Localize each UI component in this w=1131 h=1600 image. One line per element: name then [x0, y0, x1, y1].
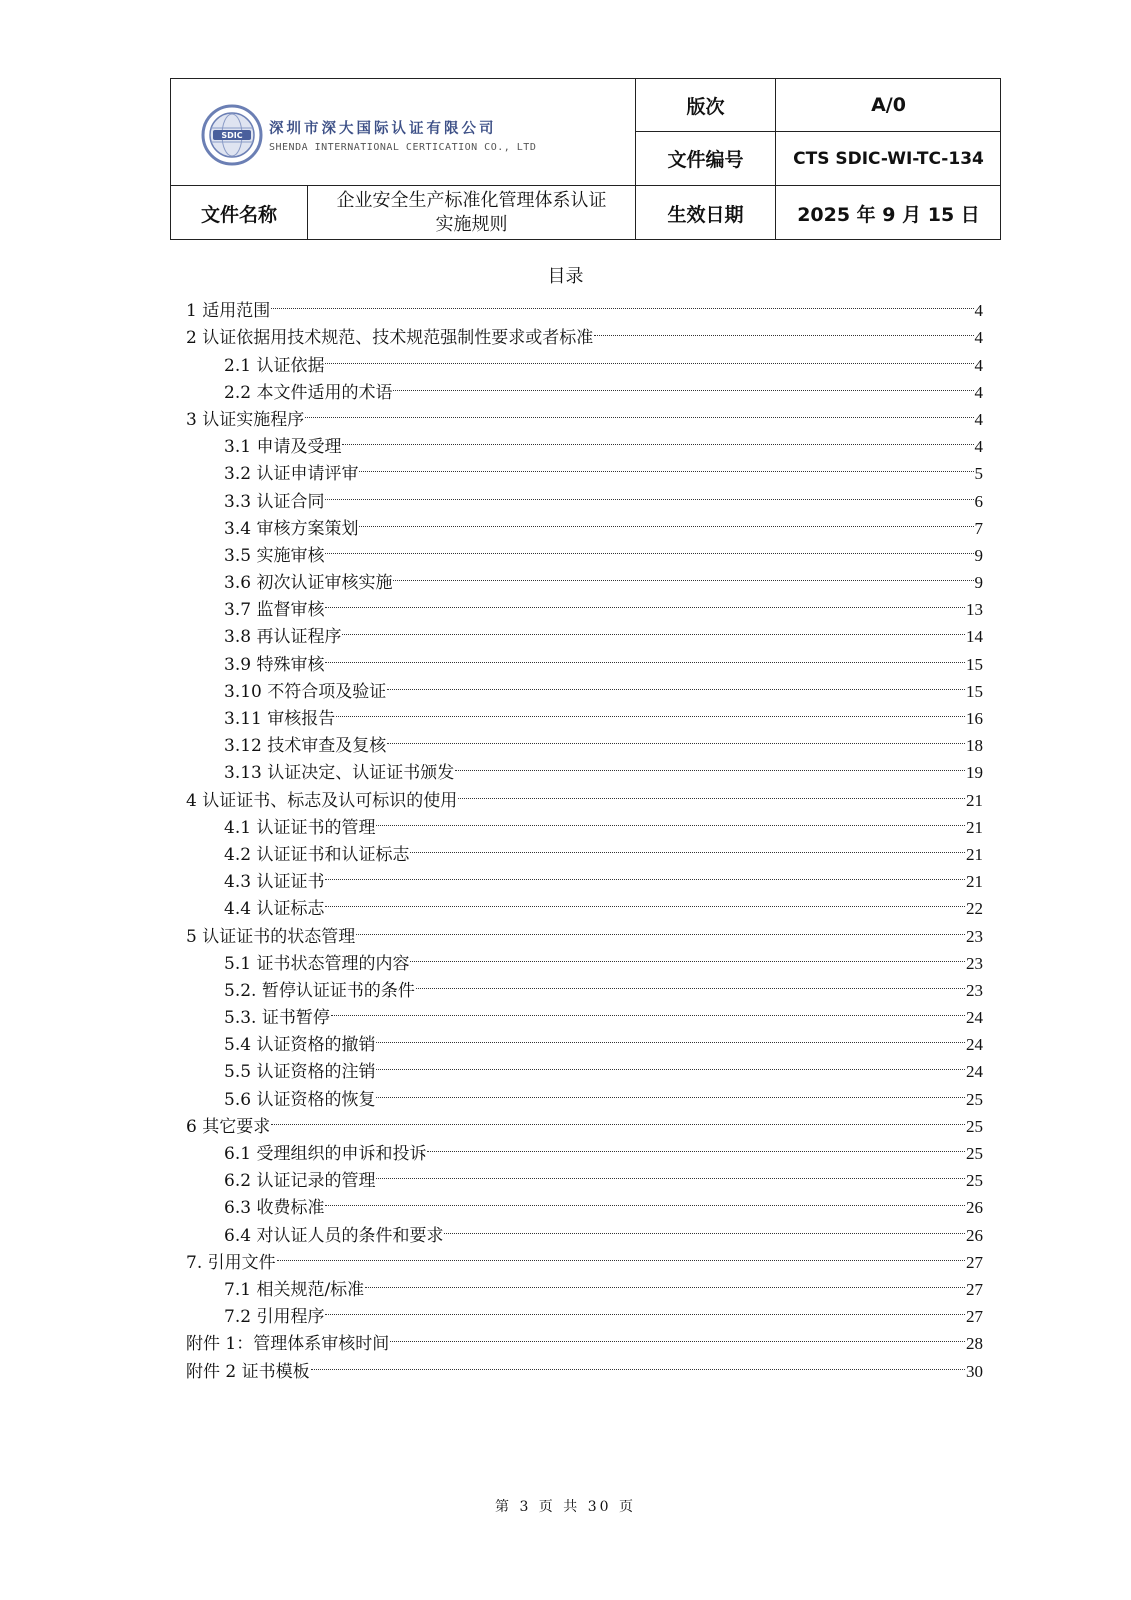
toc-entry-label: 3.4 审核方案策划	[224, 518, 359, 539]
toc-entry-label: 5.6 认证资格的恢复	[224, 1089, 376, 1110]
toc-entry[interactable]	[186, 398, 983, 430]
toc-entry-label: 3.13 认证决定、认证证书颁发	[224, 763, 455, 784]
toc-entry-label: 3.12 技术审查及复核	[224, 736, 387, 757]
toc-entry-label: 3.2 认证申请评审	[224, 464, 359, 485]
toc-entry-label: 5.4 认证资格的撤销	[224, 1035, 376, 1056]
toc-leader-dots	[359, 507, 973, 534]
version-label: 版次	[686, 95, 725, 118]
effective-date-label: 生效日期	[667, 203, 744, 226]
toc-entry-page: 27	[966, 1252, 983, 1272]
toc-entry-label: 6.4 对认证人员的条件和要求	[224, 1225, 444, 1246]
toc-entry-label: 3.8 再认证程序	[224, 627, 342, 648]
toc-entry-label: 6.2 认证记录的管理	[224, 1171, 376, 1192]
toc-entry-label: 3.5 实施审核	[224, 545, 325, 566]
toc-leader-dots	[325, 588, 965, 615]
toc-entry-page: 26	[966, 1198, 983, 1218]
toc-leader-dots	[444, 1213, 965, 1240]
toc-entry-label: 6.3 收费标准	[224, 1198, 325, 1219]
toc-entry-page: 21	[966, 872, 983, 892]
toc-entry-label: 7.1 相关规范/标准	[224, 1279, 365, 1300]
doc-number-value: CTS SDIC-WI-TC-134	[793, 148, 984, 169]
toc-entry-label: 5.1 证书状态管理的内容	[224, 953, 410, 974]
toc-entry-page: 25	[966, 1171, 983, 1191]
toc-leader-dots	[393, 561, 973, 588]
toc-entry-label: 4 认证证书、标志及认可标识的使用	[186, 790, 458, 811]
toc-entry-label: 附件 2 证书模板	[186, 1361, 310, 1382]
toc-entry-label: 6.1 受理组织的申诉和投诉	[224, 1144, 427, 1164]
doc-name-label: 文件名称	[200, 203, 277, 226]
toc-leader-dots	[410, 833, 965, 860]
toc-entry-page: 24	[966, 1035, 983, 1055]
toc-leader-dots	[393, 371, 973, 398]
toc-entry-page: 28	[966, 1334, 983, 1354]
toc-leader-dots	[325, 343, 973, 370]
toc-entry-page: 4	[974, 328, 983, 348]
company-logo	[201, 103, 601, 167]
toc-leader-dots	[427, 1132, 965, 1159]
toc-entry-label: 2.2 本文件适用的术语	[224, 382, 393, 403]
toc-entry[interactable]	[186, 425, 983, 458]
toc-leader-dots	[325, 887, 965, 914]
toc-leader-dots	[342, 615, 965, 642]
toc-entry-page: 24	[966, 1062, 983, 1082]
toc-leader-dots	[325, 642, 965, 669]
toc-entry-label: 4.3 认证证书	[224, 872, 325, 893]
toc-entry-page: 4	[974, 355, 983, 375]
toc-entry-label: 3.11 审核报告	[224, 709, 336, 729]
toc-leader-dots	[376, 1023, 965, 1050]
toc-leader-dots	[331, 996, 965, 1023]
document-header-table	[170, 78, 1001, 240]
toc-entry-label: 3.1 申请及受理	[224, 437, 342, 458]
toc-title: 目录	[547, 266, 584, 287]
toc-leader-dots	[376, 806, 965, 833]
toc-leader-dots	[455, 751, 965, 778]
toc-entry-page: 21	[966, 790, 983, 810]
toc-leader-dots	[365, 1268, 965, 1295]
toc-entry-page: 27	[966, 1307, 983, 1327]
toc-entry-page: 15	[966, 681, 983, 701]
toc-leader-dots	[387, 670, 965, 697]
toc-entry-page: 22	[966, 899, 983, 919]
page-number-footer: 第 3 页 共 30 页	[495, 1499, 636, 1515]
toc-leader-dots	[410, 942, 965, 969]
toc-entry-label: 6 其它要求	[186, 1116, 271, 1137]
toc-leader-dots	[390, 1322, 965, 1349]
toc-entry-label: 4.4 认证标志	[224, 899, 325, 920]
toc-leader-dots	[387, 724, 965, 751]
toc-entry-label: 5.3. 证书暂停	[224, 1008, 330, 1029]
toc-leader-dots	[325, 1295, 965, 1322]
version-value: A/0	[871, 94, 906, 116]
toc-entry-page: 24	[966, 1008, 983, 1028]
toc-entry-page: 21	[966, 817, 983, 837]
toc-leader-dots	[305, 398, 973, 425]
toc-leader-dots	[594, 316, 973, 343]
toc-entry-page: 4	[974, 301, 983, 321]
toc-entry[interactable]	[186, 1132, 983, 1164]
toc-entry-label: 3 认证实施程序	[186, 409, 305, 430]
toc-entry[interactable]	[186, 1241, 983, 1273]
toc-entry-page: 4	[974, 409, 983, 429]
toc-entry-page: 4	[974, 382, 983, 402]
company-name-en: SHENDA INTERNATIONAL CERTICATION CO., LTD	[269, 142, 537, 153]
toc-entry-page: 23	[966, 953, 983, 973]
toc-entry[interactable]	[186, 1105, 983, 1137]
table-of-contents	[186, 289, 983, 1382]
toc-leader-dots	[376, 1077, 965, 1104]
toc-leader-dots	[277, 1241, 965, 1268]
toc-entry[interactable]	[186, 289, 983, 322]
toc-entry-page: 23	[966, 926, 983, 946]
toc-entry-label: 2 认证依据用技术规范、技术规范强制性要求或者标准	[186, 328, 594, 349]
toc-entry-page: 9	[974, 573, 983, 593]
toc-leader-dots	[325, 860, 965, 887]
toc-entry-label: 3.9 特殊审核	[224, 654, 325, 675]
toc-leader-dots	[271, 1105, 965, 1132]
toc-entry-page: 27	[966, 1279, 983, 1299]
toc-leader-dots	[356, 914, 965, 941]
toc-leader-dots	[342, 425, 973, 452]
toc-leader-dots	[376, 1050, 965, 1077]
toc-leader-dots	[311, 1349, 965, 1376]
toc-entry-label: 5 认证证书的状态管理	[186, 926, 356, 947]
toc-entry-page: 25	[966, 1089, 983, 1109]
toc-entry[interactable]	[186, 316, 983, 349]
toc-entry-page: 25	[966, 1116, 983, 1136]
toc-entry-page: 18	[966, 736, 983, 756]
toc-leader-dots	[359, 452, 973, 479]
toc-entry[interactable]	[186, 1268, 983, 1300]
toc-entry-label: 附件 1：管理体系审核时间	[186, 1334, 390, 1355]
toc-entry-page: 4	[974, 437, 983, 457]
toc-entry-page: 5	[974, 464, 983, 484]
toc-entry-label: 7. 引用文件	[186, 1252, 276, 1273]
toc-leader-dots	[271, 289, 973, 316]
toc-entry-page: 26	[966, 1225, 983, 1245]
toc-entry-label: 4.2 认证证书和认证标志	[224, 844, 410, 865]
toc-entry-page: 9	[974, 545, 983, 565]
toc-entry-page: 6	[974, 491, 983, 511]
toc-entry-page: 14	[966, 627, 983, 647]
toc-entry-label: 2.1 认证依据	[224, 355, 325, 376]
toc-entry-label: 7.2 引用程序	[224, 1307, 325, 1328]
toc-entry-label: 4.1 认证证书的管理	[224, 817, 376, 838]
svg-text:SDIC: SDIC	[221, 131, 243, 140]
toc-entry-page: 16	[966, 709, 983, 728]
toc-entry-label: 1 适用范围	[186, 301, 271, 322]
doc-number-label: 文件编号	[667, 149, 744, 171]
toc-entry-page: 15	[966, 654, 983, 674]
toc-entry-page: 7	[974, 518, 983, 538]
toc-entry-page: 30	[966, 1361, 983, 1381]
toc-entry-page: 19	[966, 763, 983, 783]
toc-entry-label: 3.10 不符合项及验证	[224, 681, 387, 702]
company-name-cn: 深圳市深大国际认证有限公司	[269, 121, 497, 137]
toc-entry-page: 21	[966, 844, 983, 864]
toc-entry-label: 3.6 初次认证审核实施	[224, 573, 393, 594]
toc-entry-label: 5.2. 暂停认证证书的条件	[224, 980, 415, 1001]
toc-leader-dots	[416, 969, 965, 996]
toc-entry-page: 23	[966, 980, 983, 1000]
toc-entry-label: 3.3 认证合同	[224, 491, 325, 512]
doc-name-value: 企业安全生产标准化管理体系认证实施规则	[336, 190, 607, 235]
toc-leader-dots	[325, 479, 973, 506]
toc-leader-dots	[325, 1186, 965, 1213]
toc-entry-page: 25	[966, 1144, 983, 1163]
toc-entry-label: 3.7 监督审核	[224, 600, 325, 621]
effective-date-value: 2025 年 9 月 15 日	[797, 203, 980, 226]
toc-entry-page: 13	[966, 600, 983, 620]
toc-leader-dots	[376, 1159, 965, 1186]
toc-leader-dots	[458, 778, 965, 805]
toc-leader-dots	[336, 697, 965, 724]
company-seal-icon	[201, 104, 263, 166]
toc-leader-dots	[325, 534, 973, 561]
toc-entry-label: 5.5 认证资格的注销	[224, 1062, 376, 1083]
